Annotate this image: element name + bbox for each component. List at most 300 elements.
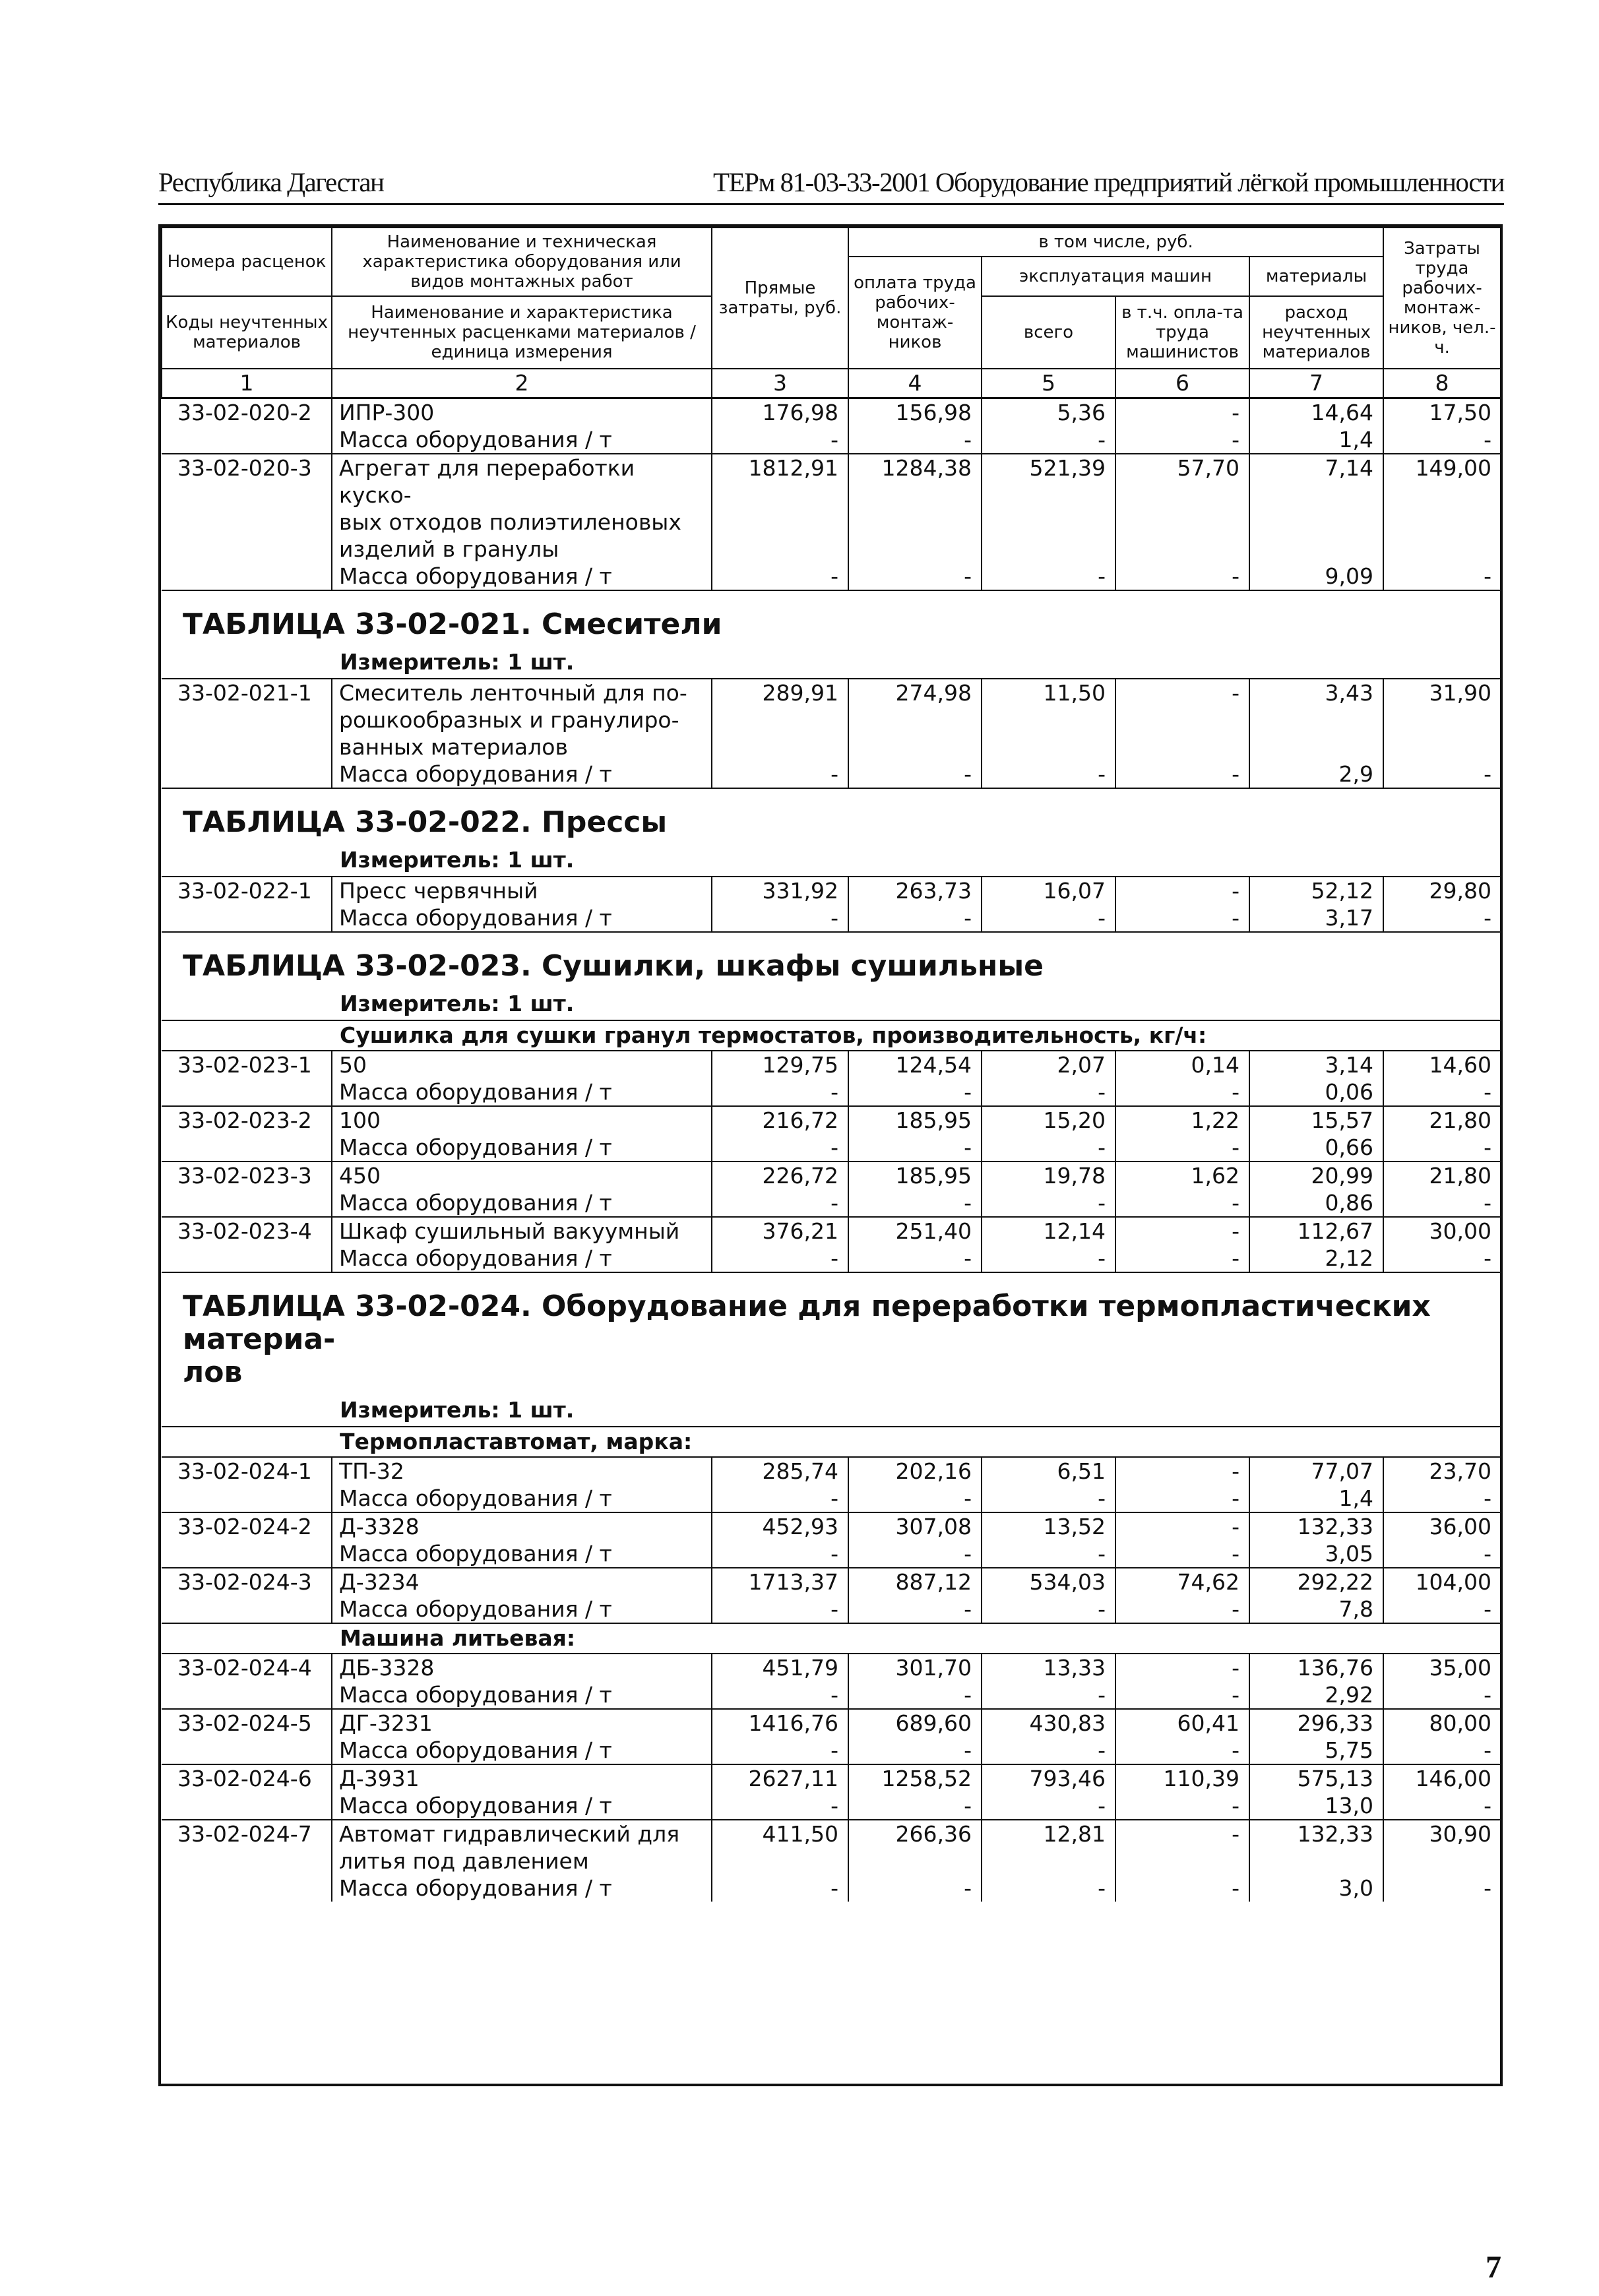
value-machinists: 74,62 [1115,1568,1249,1596]
head-name-materials: Наименование и характеристика неучтенных расценками материалов / единица измерения [332,296,712,369]
table-row [162,1162,1501,1189]
value-direct: 176,98 [712,398,848,427]
head-labor-hours: Затраты труда рабочих-монтаж-ников, чел.-ч. [1383,228,1501,369]
value-wages: - [848,760,982,788]
code-cell [162,1078,332,1106]
value-machines: 13,52 [982,1512,1115,1540]
value-direct: 331,92 [712,877,848,904]
value-machines: - [982,563,1115,590]
value-wages: 124,54 [848,1051,982,1078]
rate-code: 33-02-022-1 [162,877,332,904]
value-machines: 12,81 [982,1820,1115,1875]
value-materials: 0,06 [1249,1078,1383,1106]
head-materials: материалы [1249,257,1383,296]
value-direct: - [712,1875,848,1902]
value-machines: 534,03 [982,1568,1115,1596]
column-number: 5 [982,369,1115,398]
value-wages: - [848,1681,982,1709]
value-machines: 2,07 [982,1051,1115,1078]
value-machines: - [982,1189,1115,1217]
value-machinists: - [1115,1737,1249,1764]
code-cell [162,1134,332,1162]
value-direct: - [712,1485,848,1512]
code-cell [162,1737,332,1764]
head-direct-costs: Прямые затраты, руб. [712,228,848,369]
value-machinists: - [1115,679,1249,760]
mass-label: Масса оборудования / т [332,1134,712,1162]
item-name: 50 [332,1051,712,1078]
item-name: 100 [332,1106,712,1134]
unit-of-measure [162,1394,1501,1427]
value-machinists: - [1115,1512,1249,1540]
value-wages: - [848,1134,982,1162]
table-row [162,1568,1501,1596]
value-wages: 185,95 [848,1106,982,1134]
value-direct: 1416,76 [712,1709,848,1737]
rate-code: 33-02-024-5 [162,1709,332,1737]
value-machinists: - [1115,1217,1249,1245]
value-machines: - [982,1245,1115,1272]
value-direct: - [712,904,848,932]
value-materials: 292,22 [1249,1568,1383,1596]
value-labor: - [1383,1737,1501,1764]
value-direct: - [712,1134,848,1162]
column-number: 7 [1249,369,1383,398]
value-labor: 21,80 [1383,1162,1501,1189]
value-wages: 307,08 [848,1512,982,1540]
value-machinists: - [1115,1540,1249,1568]
value-machines: 12,14 [982,1217,1115,1245]
value-materials: 296,33 [1249,1709,1383,1737]
column-numbers-row [162,369,1501,398]
value-labor: - [1383,426,1501,454]
value-labor: - [1383,1540,1501,1568]
unit-of-measure [162,988,1501,1020]
value-machines: - [982,1737,1115,1764]
mass-label: Масса оборудования / т [332,1189,712,1217]
code-cell [162,1485,332,1512]
value-machinists: - [1115,1189,1249,1217]
rate-code: 33-02-024-7 [162,1820,332,1875]
value-direct: 216,72 [712,1106,848,1134]
value-wages: - [848,1245,982,1272]
code-cell [162,1596,332,1623]
table-row [162,1654,1501,1681]
value-machines: 6,51 [982,1457,1115,1485]
value-machines: - [982,1485,1115,1512]
table-row [162,1820,1501,1875]
rate-code: 33-02-020-2 [162,398,332,427]
value-labor: 29,80 [1383,877,1501,904]
mass-label: Масса оборудования / т [332,1596,712,1623]
value-labor: 23,70 [1383,1457,1501,1485]
value-wages: - [848,1737,982,1764]
value-labor: - [1383,1875,1501,1902]
value-wages: 1284,38 [848,454,982,563]
item-name: Шкаф сушильный вакуумный [332,1217,712,1245]
value-labor: 35,00 [1383,1654,1501,1681]
value-labor: - [1383,1078,1501,1106]
value-machines: - [982,1596,1115,1623]
mass-label: Масса оборудования / т [332,1485,712,1512]
value-wages: 251,40 [848,1217,982,1245]
value-direct: - [712,426,848,454]
value-machines: - [982,760,1115,788]
section-title: ТАБЛИЦА 33-02-021. Смесители [162,590,1501,646]
head-col-materials: расход неучтенных материалов [1249,296,1383,369]
value-labor: 17,50 [1383,398,1501,427]
value-direct: 451,79 [712,1654,848,1681]
head-material-codes: Коды неучтенных материалов [162,296,332,369]
value-wages: 185,95 [848,1162,982,1189]
value-machines: - [982,1540,1115,1568]
column-number: 2 [332,369,712,398]
value-materials: 7,14 [1249,454,1383,563]
value-labor: - [1383,1245,1501,1272]
value-machinists: 60,41 [1115,1709,1249,1737]
value-wages: - [848,1596,982,1623]
value-machines: - [982,1681,1115,1709]
mass-row [162,1485,1501,1512]
value-machines: 19,78 [982,1162,1115,1189]
subgroup-text: Сушилка для сушки гранул термостатов, производительность, кг/ч: [162,1020,1501,1051]
head-rate-numbers: Номера расценок [162,228,332,296]
code-cell [162,904,332,932]
item-name: Д-3931 [332,1764,712,1792]
value-direct: 1812,91 [712,454,848,563]
mass-row [162,760,1501,788]
value-direct: - [712,563,848,590]
value-materials: 3,17 [1249,904,1383,932]
value-materials: 5,75 [1249,1737,1383,1764]
value-machines: 16,07 [982,877,1115,904]
value-wages: 266,36 [848,1820,982,1875]
value-machinists: - [1115,1485,1249,1512]
rate-code: 33-02-023-3 [162,1162,332,1189]
value-machinists: - [1115,426,1249,454]
table-section-title [162,932,1501,988]
item-name: Пресс червячный [332,877,712,904]
value-direct: - [712,1078,848,1106]
mass-label: Масса оборудования / т [332,1681,712,1709]
value-direct: - [712,1737,848,1764]
value-labor: 14,60 [1383,1051,1501,1078]
mass-row [162,1792,1501,1820]
item-name: ТП-32 [332,1457,712,1485]
value-direct: 1713,37 [712,1568,848,1596]
value-machinists: - [1115,760,1249,788]
mass-row [162,1245,1501,1272]
value-machinists: - [1115,398,1249,427]
table-row [162,679,1501,760]
value-direct: - [712,1596,848,1623]
mass-label: Масса оборудования / т [332,1737,712,1764]
head-name-equipment: Наименование и техническая характеристика оборудования или видов монтажных работ [332,228,712,296]
value-labor: - [1383,1485,1501,1512]
value-materials: 7,8 [1249,1596,1383,1623]
value-wages: 156,98 [848,398,982,427]
value-direct: 129,75 [712,1051,848,1078]
mass-row [162,426,1501,454]
item-name: Агрегат для переработки куско- вых отходов полиэтиленовых изделий в гранулы [332,454,712,563]
mass-row [162,1681,1501,1709]
mass-row [162,1134,1501,1162]
value-labor: - [1383,1792,1501,1820]
value-labor: - [1383,760,1501,788]
mass-label: Масса оборудования / т [332,1078,712,1106]
mass-row [162,1078,1501,1106]
value-wages: - [848,1792,982,1820]
mass-row [162,1189,1501,1217]
value-machines: - [982,1078,1115,1106]
page-number: 7 [1486,2250,1501,2285]
subgroup-heading [162,1427,1501,1457]
code-cell [162,1681,332,1709]
value-materials: 0,66 [1249,1134,1383,1162]
mass-row [162,1737,1501,1764]
section-title: ТАБЛИЦА 33-02-024. Оборудование для переработки термопластических материа- лов [162,1272,1501,1394]
value-direct: - [712,1792,848,1820]
value-machines: 521,39 [982,454,1115,563]
value-machinists: - [1115,1245,1249,1272]
head-col-machines-total: всего [982,296,1115,369]
value-wages: 689,60 [848,1709,982,1737]
value-machinists: 110,39 [1115,1764,1249,1792]
rate-code: 33-02-024-1 [162,1457,332,1485]
table-section-title [162,590,1501,646]
value-machinists: - [1115,1078,1249,1106]
head-col-wages: оплата труда рабочих-монтаж-ников [848,257,982,369]
value-wages: 202,16 [848,1457,982,1485]
value-machinists: - [1115,1681,1249,1709]
table-row [162,877,1501,904]
unit-of-measure [162,844,1501,877]
mass-label: Масса оборудования / т [332,1792,712,1820]
code-cell [162,1540,332,1568]
value-wages: - [848,426,982,454]
measure-text: Измеритель: 1 шт. [340,847,575,873]
value-direct: 376,21 [712,1217,848,1245]
value-wages: 301,70 [848,1654,982,1681]
header-rule [158,203,1504,205]
value-materials: 20,99 [1249,1162,1383,1189]
mass-row [162,563,1501,590]
column-number: 6 [1115,369,1249,398]
value-labor: 30,90 [1383,1820,1501,1875]
mass-label: Масса оборудования / т [332,760,712,788]
value-materials: 13,0 [1249,1792,1383,1820]
value-labor: - [1383,1134,1501,1162]
value-labor: 80,00 [1383,1709,1501,1737]
subgroup-text: Машина литьевая: [162,1623,1501,1654]
mass-row [162,1540,1501,1568]
mass-row [162,904,1501,932]
price-table [161,227,1501,1902]
rate-code: 33-02-024-4 [162,1654,332,1681]
subgroup-heading [162,1020,1501,1051]
value-labor: - [1383,563,1501,590]
mass-label: Масса оборудования / т [332,1540,712,1568]
rate-code: 33-02-023-2 [162,1106,332,1134]
value-materials: 0,86 [1249,1189,1383,1217]
table-row [162,398,1501,427]
value-materials: 15,57 [1249,1106,1383,1134]
mass-label: Масса оборудования / т [332,426,712,454]
value-machines: - [982,1792,1115,1820]
value-direct: 2627,11 [712,1764,848,1792]
subgroup-text: Термопластавтомат, марка: [162,1427,1501,1457]
code-cell [162,760,332,788]
value-machines: - [982,426,1115,454]
value-wages: - [848,563,982,590]
mass-row [162,1596,1501,1623]
value-direct: - [712,760,848,788]
head-including: в том числе, руб. [848,228,1383,257]
value-machines: 793,46 [982,1764,1115,1792]
value-labor: - [1383,1189,1501,1217]
value-wages: - [848,1078,982,1106]
value-direct: 289,91 [712,679,848,760]
value-materials: 77,07 [1249,1457,1383,1485]
value-machinists: - [1115,1820,1249,1875]
value-materials: 3,14 [1249,1051,1383,1078]
item-name: Автомат гидравлический для литья под давлением [332,1820,712,1875]
value-machinists: - [1115,1596,1249,1623]
table-section-title [162,788,1501,844]
column-number: 1 [162,369,332,398]
value-machinists: - [1115,1792,1249,1820]
code-cell [162,1875,332,1902]
measure-text: Измеритель: 1 шт. [340,991,575,1016]
rate-code: 33-02-023-1 [162,1051,332,1078]
value-materials: 1,4 [1249,426,1383,454]
value-labor: 36,00 [1383,1512,1501,1540]
value-direct: - [712,1681,848,1709]
value-wages: - [848,904,982,932]
section-title: ТАБЛИЦА 33-02-023. Сушилки, шкафы сушильные [162,932,1501,988]
item-name: ИПР-300 [332,398,712,427]
value-labor: 31,90 [1383,679,1501,760]
value-direct: 285,74 [712,1457,848,1485]
value-direct: - [712,1189,848,1217]
value-machines: 13,33 [982,1654,1115,1681]
value-machines: 11,50 [982,679,1115,760]
value-direct: 452,93 [712,1512,848,1540]
value-wages: - [848,1189,982,1217]
code-cell [162,1792,332,1820]
table-row [162,1051,1501,1078]
rate-code: 33-02-020-3 [162,454,332,563]
table-row [162,1512,1501,1540]
rate-code: 33-02-023-4 [162,1217,332,1245]
value-materials: 112,67 [1249,1217,1383,1245]
head-machines: эксплуатация машин [982,257,1249,296]
table-row [162,1457,1501,1485]
code-cell [162,1189,332,1217]
value-machinists: 57,70 [1115,454,1249,563]
table-row [162,1764,1501,1792]
rate-code: 33-02-024-6 [162,1764,332,1792]
value-machinists: - [1115,904,1249,932]
value-machinists: - [1115,1654,1249,1681]
item-name: Д-3328 [332,1512,712,1540]
value-direct: - [712,1245,848,1272]
section-title: ТАБЛИЦА 33-02-022. Прессы [162,788,1501,844]
value-direct: - [712,1540,848,1568]
value-machines: 5,36 [982,398,1115,427]
value-machinists: - [1115,1134,1249,1162]
value-labor: 30,00 [1383,1217,1501,1245]
subgroup-heading [162,1623,1501,1654]
value-machinists: - [1115,1875,1249,1902]
code-cell [162,1245,332,1272]
column-number: 3 [712,369,848,398]
item-name: Д-3234 [332,1568,712,1596]
value-direct: 411,50 [712,1820,848,1875]
measure-text: Измеритель: 1 шт. [340,649,575,675]
value-materials: 3,05 [1249,1540,1383,1568]
value-materials: 2,12 [1249,1245,1383,1272]
value-machinists: - [1115,877,1249,904]
table-row [162,1106,1501,1134]
item-name: ДГ-3231 [332,1709,712,1737]
rate-code: 33-02-024-3 [162,1568,332,1596]
value-machinists: 1,22 [1115,1106,1249,1134]
measure-text: Измеритель: 1 шт. [340,1397,575,1423]
value-machinists: 0,14 [1115,1051,1249,1078]
value-wages: - [848,1485,982,1512]
unit-of-measure [162,646,1501,679]
value-wages: 263,73 [848,877,982,904]
value-direct: 226,72 [712,1162,848,1189]
value-labor: - [1383,1681,1501,1709]
value-machines: 15,20 [982,1106,1115,1134]
table-section-title [162,1272,1501,1394]
value-machines: - [982,1875,1115,1902]
value-materials: 3,43 [1249,679,1383,760]
value-wages: 274,98 [848,679,982,760]
item-name: ДБ-3328 [332,1654,712,1681]
header-region: Республика Дагестан [158,167,384,197]
item-name: 450 [332,1162,712,1189]
head-col-machinists: в т.ч. опла-та труда машинистов [1115,296,1249,369]
code-cell [162,563,332,590]
value-labor: 146,00 [1383,1764,1501,1792]
item-name: Смеситель ленточный для по- рошкообразных и гранулиро- ванных материалов [332,679,712,760]
value-machines: - [982,904,1115,932]
value-materials: 132,33 [1249,1820,1383,1875]
value-wages: - [848,1540,982,1568]
mass-label: Масса оборудования / т [332,904,712,932]
mass-label: Масса оборудования / т [332,563,712,590]
value-wages: 1258,52 [848,1764,982,1792]
value-wages: - [848,1875,982,1902]
table-row [162,1217,1501,1245]
price-table-frame [158,224,1503,2086]
value-machinists: 1,62 [1115,1162,1249,1189]
rate-code: 33-02-024-2 [162,1512,332,1540]
value-machinists: - [1115,563,1249,590]
value-labor: - [1383,904,1501,932]
value-materials: 52,12 [1249,877,1383,904]
column-number: 4 [848,369,982,398]
value-materials: 2,9 [1249,760,1383,788]
table-row [162,454,1501,563]
mass-row [162,1875,1501,1902]
value-machines: - [982,1134,1115,1162]
value-labor: 104,00 [1383,1568,1501,1596]
value-materials: 3,0 [1249,1875,1383,1902]
